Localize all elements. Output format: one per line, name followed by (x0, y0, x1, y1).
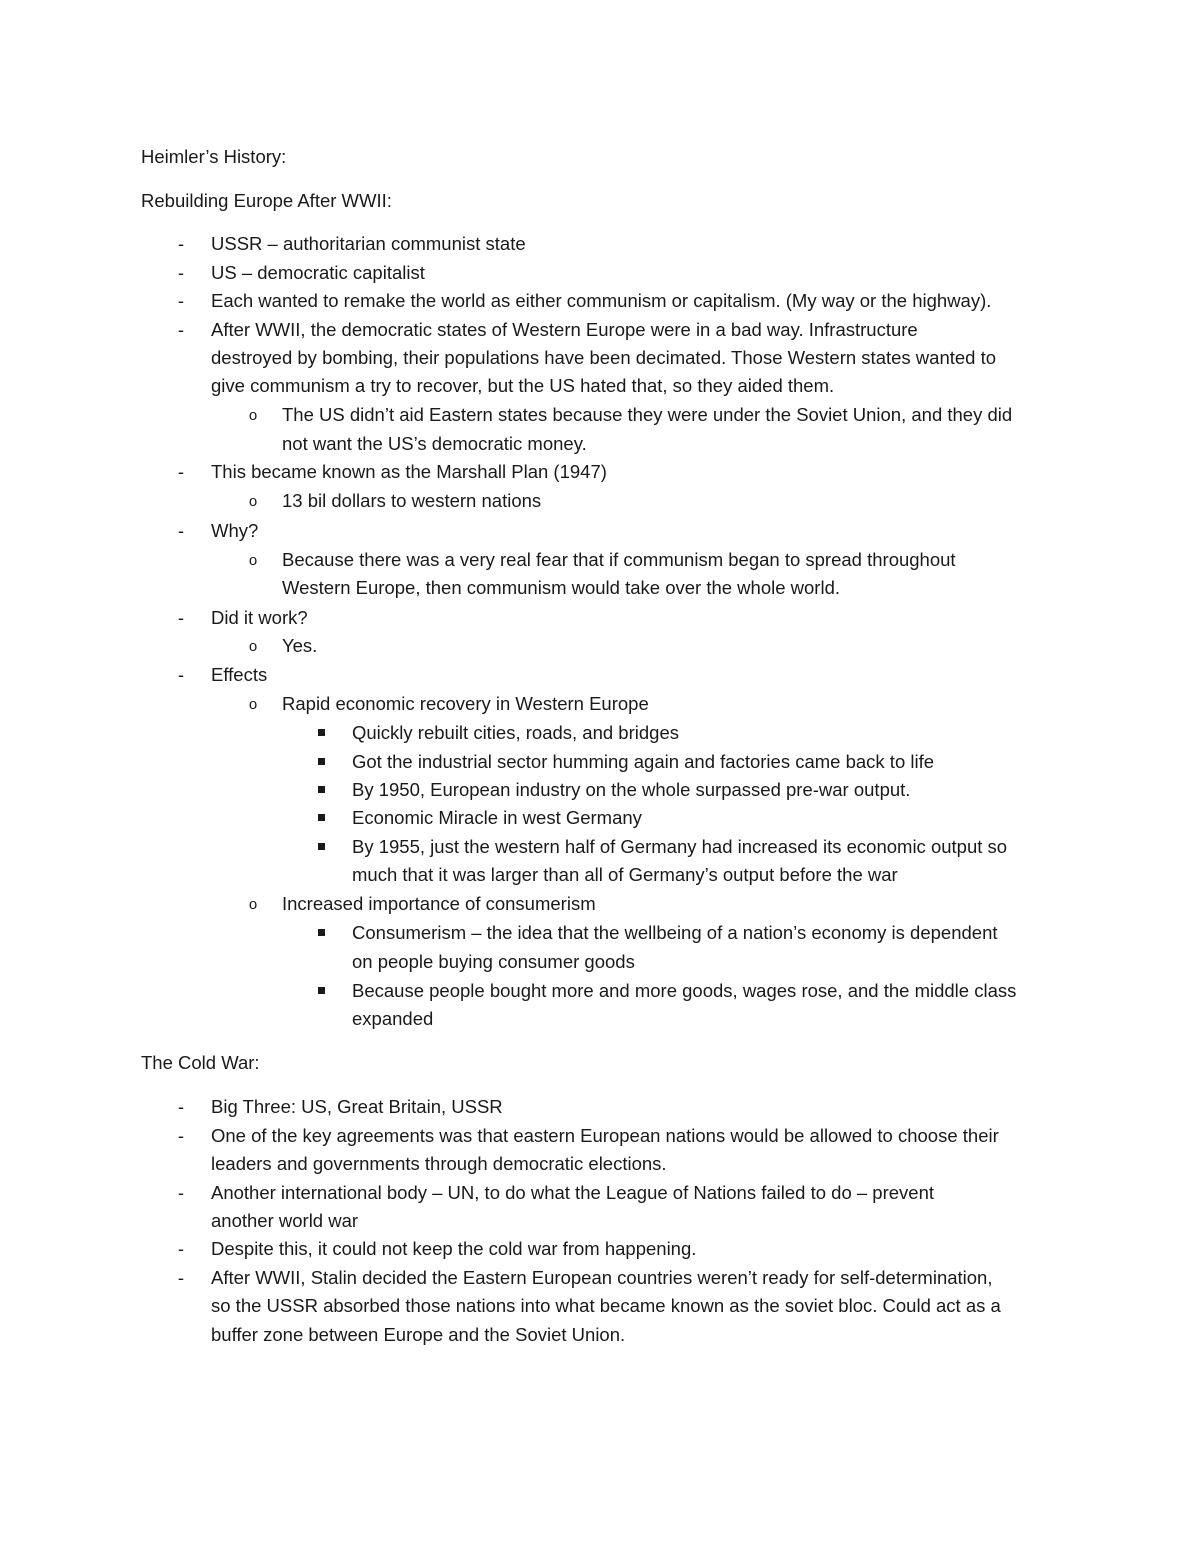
section-heading-cold-war: The Cold War: (141, 1052, 260, 1073)
dash-bullet: - (177, 1125, 185, 1146)
sub-sub-list-item: Got the industrial sector humming again and factories came back to life (352, 751, 935, 772)
sub-sub-list-item: Consumerism – the idea that the wellbeing of a nation’s economy is dependent (352, 922, 998, 943)
circle-bullet: o (248, 696, 258, 713)
circle-bullet: o (248, 896, 258, 913)
dash-bullet: - (177, 319, 185, 340)
list-item: Each wanted to remake the world as either communism or capitalism. (My way or the highway). (211, 290, 992, 311)
square-bullet (318, 729, 325, 736)
list-item-continuation: so the USSR absorbed those nations into what became known as the soviet bloc. Could act as a (211, 1295, 1001, 1316)
list-item: After WWII, Stalin decided the Eastern European countries weren’t ready for self-determination, (211, 1267, 993, 1288)
list-item: Another international body – UN, to do what the League of Nations failed to do – prevent (211, 1182, 935, 1203)
dash-bullet: - (177, 262, 185, 283)
square-bullet (318, 814, 325, 821)
dash-bullet: - (177, 664, 185, 685)
list-item-continuation: leaders and governments through democratic elections. (211, 1153, 667, 1174)
sub-list-item-continuation: Western Europe, then communism would take over the whole world. (282, 577, 841, 598)
dash-bullet: - (177, 607, 185, 628)
circle-bullet: o (248, 407, 258, 424)
list-item: Despite this, it could not keep the cold war from happening. (211, 1238, 697, 1259)
circle-bullet: o (248, 552, 258, 569)
dash-bullet: - (177, 233, 185, 254)
square-bullet (318, 929, 325, 936)
sub-sub-list-item-continuation: much that it was larger than all of Germany’s output before the war (352, 864, 898, 885)
dash-bullet: - (177, 1096, 185, 1117)
list-item: US – democratic capitalist (211, 262, 425, 283)
dash-bullet: - (177, 1182, 185, 1203)
list-item: After WWII, the democratic states of Western Europe were in a bad way. Infrastructure (211, 319, 918, 340)
dash-bullet: - (177, 290, 185, 311)
list-item: This became known as the Marshall Plan (1947) (211, 461, 607, 482)
sub-list-item: Yes. (282, 635, 318, 656)
sub-list-item: 13 bil dollars to western nations (282, 490, 542, 511)
list-item: Did it work? (211, 607, 308, 628)
sub-sub-list-item-continuation: expanded (352, 1008, 434, 1029)
list-item: Why? (211, 520, 259, 541)
dash-bullet: - (177, 461, 185, 482)
sub-sub-list-item: Economic Miracle in west Germany (352, 807, 642, 828)
sub-list-item: Because there was a very real fear that if communism began to spread throughout (282, 549, 956, 570)
document-title: Heimler’s History: (141, 146, 287, 167)
list-item-continuation: buffer zone between Europe and the Soviet Union. (211, 1324, 626, 1345)
sub-sub-list-item: By 1955, just the western half of Germany had increased its economic output so (352, 836, 1008, 857)
list-item-continuation: another world war (211, 1210, 359, 1231)
square-bullet (318, 843, 325, 850)
list-item: Big Three: US, Great Britain, USSR (211, 1096, 503, 1117)
sub-sub-list-item: Quickly rebuilt cities, roads, and bridges (352, 722, 679, 743)
circle-bullet: o (248, 638, 258, 655)
square-bullet (318, 786, 325, 793)
dash-bullet: - (177, 520, 185, 541)
square-bullet (318, 758, 325, 765)
list-item: USSR – authoritarian communist state (211, 233, 526, 254)
list-item-continuation: destroyed by bombing, their populations have been decimated. Those Western states wanted to (211, 347, 997, 368)
list-item-continuation: give communism a try to recover, but the US hated that, so they aided them. (211, 375, 835, 396)
section-heading-rebuilding-europe: Rebuilding Europe After WWII: (141, 190, 392, 211)
sub-sub-list-item: By 1950, European industry on the whole surpassed pre-war output. (352, 779, 911, 800)
list-item: Effects (211, 664, 268, 685)
dash-bullet: - (177, 1238, 185, 1259)
square-bullet (318, 987, 325, 994)
dash-bullet: - (177, 1267, 185, 1288)
sub-sub-list-item: Because people bought more and more goods, wages rose, and the middle class (352, 980, 1017, 1001)
list-item: One of the key agreements was that eastern European nations would be allowed to choose their (211, 1125, 999, 1146)
circle-bullet: o (248, 493, 258, 510)
sub-list-item-continuation: not want the US’s democratic money. (282, 433, 587, 454)
sub-list-item: Rapid economic recovery in Western Europe (282, 693, 649, 714)
sub-list-item: The US didn’t aid Eastern states because they were under the Soviet Union, and they did (282, 404, 1013, 425)
sub-sub-list-item-continuation: on people buying consumer goods (352, 951, 635, 972)
sub-list-item: Increased importance of consumerism (282, 893, 596, 914)
